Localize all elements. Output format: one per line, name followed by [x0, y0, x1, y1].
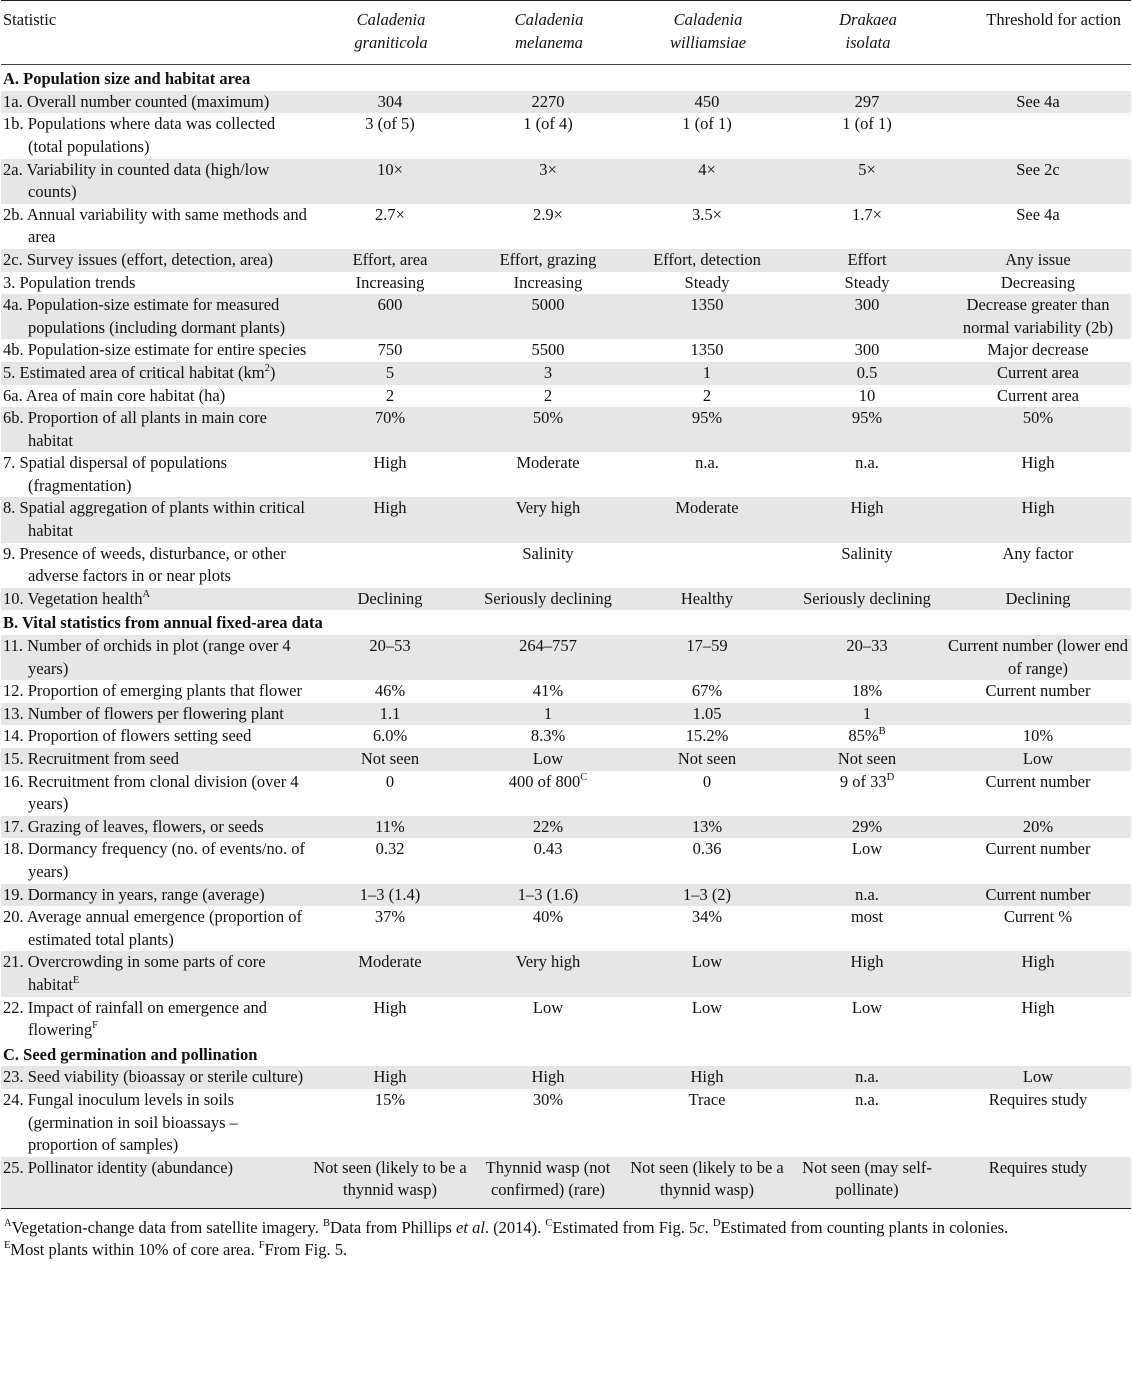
value-cell: 10×	[309, 159, 471, 204]
value-cell: Steady	[844, 272, 890, 292]
table-row	[1, 997, 1131, 1042]
value-cell: Not seen	[789, 748, 945, 771]
table-row	[1, 1157, 1131, 1209]
value-cell: Effort, area	[309, 249, 471, 272]
value-cell: 30%	[532, 1089, 564, 1109]
header-threshold: Threshold for action	[945, 1, 1131, 65]
value-cell	[309, 543, 471, 588]
table-row	[1, 362, 1131, 385]
section-heading	[1, 65, 1131, 91]
statistic-cell: 18. Dormancy frequency (no. of events/no. of years)	[3, 839, 305, 881]
statistic-cell: 8. Spatial aggregation of plants within critical habitat	[1, 497, 309, 542]
value-cell: Effort	[789, 249, 945, 272]
value-cell: Healthy	[625, 588, 789, 611]
value-cell: 95%	[625, 407, 789, 452]
value-cell: Not seen (likely to be a thynnid wasp)	[625, 1157, 789, 1209]
table-row	[1, 725, 1131, 748]
value-cell: 13%	[625, 816, 789, 839]
value-cell: 9 of $33^D$	[839, 771, 895, 791]
statistic-cell: 1a. Overall number counted (maximum)	[1, 91, 309, 114]
value-cell: 8.3%	[530, 726, 566, 746]
value-cell: 2270	[471, 91, 625, 114]
statistic-cell: 16. Recruitment from clonal division (over 4 years)	[3, 771, 299, 814]
statistic-cell: 13. Number of flowers per flowering plant	[1, 703, 309, 726]
value-cell: 4×	[625, 159, 789, 204]
value-cell: Effort, detection	[625, 249, 789, 272]
value-cell: Low	[851, 839, 883, 859]
threshold-cell: Current area	[945, 362, 1131, 385]
value-cell: Very high	[471, 951, 625, 996]
table-row	[1, 680, 1131, 703]
value-cell: 0.5	[789, 362, 945, 385]
value-cell	[625, 543, 789, 588]
statistic-cell: 9. Presence of weeds, disturbance, or other adverse factors in or near plots	[3, 543, 286, 586]
value-cell: 1 (of 1)	[842, 114, 892, 134]
table-row	[1, 588, 1131, 611]
value-cell: Steady	[684, 272, 730, 292]
value-cell: Seriously declining	[471, 588, 625, 611]
threshold-cell: See 2c	[945, 159, 1131, 204]
threshold-cell: Current number	[985, 839, 1091, 859]
threshold-cell: 20%	[945, 816, 1131, 839]
value-cell: High	[373, 997, 407, 1017]
table-row	[1, 159, 1131, 204]
statistic-cell: 20. Average annual emergence (proportion of estimated total plants)	[3, 907, 303, 949]
table-row	[1, 816, 1131, 839]
threshold-cell: High	[1021, 453, 1055, 473]
threshold-cell: See 4a	[945, 91, 1131, 114]
section-title: B. Vital statistics from annual fixed-area data	[3, 613, 323, 633]
value-cell: 300	[789, 294, 945, 339]
table-row	[1, 884, 1131, 907]
value-cell: 3.5×	[692, 204, 722, 224]
value-cell: Moderate	[625, 497, 789, 542]
section-title: C. Seed germination and pollination	[3, 1044, 258, 1064]
value-cell: 600	[309, 294, 471, 339]
statistic-cell: 22. Impact of rainfall on emergence and flowering$^F$	[3, 997, 268, 1040]
value-cell: 2	[702, 385, 712, 405]
value-cell: 1.1	[309, 703, 471, 726]
header-species-4: Drakaea isolata	[789, 1, 945, 65]
threshold-cell: Any factor	[1002, 543, 1074, 563]
value-cell: 304	[309, 91, 471, 114]
statistic-cell: 23. Seed viability (bioassay or sterile culture)	[1, 1066, 309, 1089]
statistic-cell: 6b. Proportion of all plants in main core habitat	[1, 407, 309, 452]
table-row	[1, 249, 1131, 272]
statistic-cell: 4b. Population-size estimate for entire species	[3, 340, 307, 360]
value-cell: 95%	[789, 407, 945, 452]
value-cell: Low	[532, 997, 564, 1017]
value-cell: 50%	[471, 407, 625, 452]
table-row	[1, 407, 1131, 452]
value-cell: 70%	[309, 407, 471, 452]
value-cell: Thynnid wasp (not confirmed) (rare)	[471, 1157, 625, 1209]
value-cell: 85%$^B$	[848, 726, 886, 746]
header-statistic: Statistic	[1, 1, 309, 65]
value-cell: n.a.	[695, 453, 719, 473]
value-cell: 1–3 (1.6)	[471, 884, 625, 907]
threshold-cell	[945, 703, 1131, 726]
value-cell: 5000	[471, 294, 625, 339]
value-cell: n.a.	[789, 1066, 945, 1089]
value-cell: 1	[789, 703, 945, 726]
value-cell: Low	[851, 997, 883, 1017]
value-cell: most	[850, 907, 884, 927]
value-cell: Increasing	[513, 272, 583, 292]
value-cell: 5500	[531, 340, 565, 360]
value-cell: Not seen	[309, 748, 471, 771]
value-cell: 22%	[471, 816, 625, 839]
statistic-cell: 25. Pollinator identity (abundance)	[1, 1157, 309, 1209]
value-cell: 10	[858, 385, 876, 405]
value-cell: 41%	[532, 681, 564, 701]
value-cell: 1	[625, 362, 789, 385]
threshold-cell: Declining	[945, 588, 1131, 611]
value-cell: 0.36	[692, 839, 722, 859]
value-cell: 0	[702, 771, 712, 791]
value-cell: n.a.	[855, 1089, 879, 1109]
value-cell: High	[471, 1066, 625, 1089]
section-heading	[1, 1042, 1131, 1067]
value-cell: 1350	[690, 340, 724, 360]
table-row	[1, 635, 1131, 680]
statistic-cell: 19. Dormancy in years, range (average)	[1, 884, 309, 907]
value-cell: 20–33	[789, 635, 945, 680]
table-row	[1, 204, 1131, 249]
statistic-cell: 5. Estimated area of critical habitat $(km^2)$	[1, 362, 309, 385]
section-heading	[1, 610, 1131, 635]
value-cell: 15%	[374, 1089, 406, 1109]
value-cell: 3	[471, 362, 625, 385]
header-species-1: Caladenia graniticola	[309, 1, 471, 65]
value-cell: 400 of $800^C$	[508, 771, 588, 791]
value-cell: 34%	[691, 907, 723, 927]
value-cell: 5	[309, 362, 471, 385]
statistic-cell: 1b. Populations where data was collected (total populations)	[3, 114, 276, 156]
section-title: A. Population size and habitat area	[3, 69, 251, 89]
value-cell: 20–53	[309, 635, 471, 680]
statistic-cell: 11. Number of orchids in plot (range over 4 years)	[1, 635, 309, 680]
threshold-cell: Current number	[985, 771, 1091, 791]
value-cell: 297	[789, 91, 945, 114]
value-cell: High	[625, 1066, 789, 1089]
table-row	[1, 452, 1131, 497]
value-cell: 2	[385, 385, 395, 405]
value-cell: n.a.	[855, 453, 879, 473]
table-row	[1, 771, 1131, 816]
value-cell: 3×	[471, 159, 625, 204]
value-cell: Not seen (may self-pollinate)	[789, 1157, 945, 1209]
statistic-cell: 15. Recruitment from seed	[1, 748, 309, 771]
value-cell: 450	[625, 91, 789, 114]
value-cell: n.a.	[789, 884, 945, 907]
value-cell: 0.43	[533, 839, 563, 859]
threshold-cell: Current number	[945, 884, 1131, 907]
value-cell: Low	[625, 951, 789, 996]
statistic-cell: 17. Grazing of leaves, flowers, or seeds	[1, 816, 309, 839]
threshold-cell: Decreasing	[1000, 272, 1076, 292]
value-cell: 0.32	[375, 839, 405, 859]
value-cell: Moderate	[309, 951, 471, 996]
threshold-cell: Current area	[997, 385, 1079, 405]
statistic-cell: 2c. Survey issues (effort, detection, area)	[1, 249, 309, 272]
header-species-3: Caladenia williamsiae	[625, 1, 789, 65]
threshold-cell: Current number (lower end of range)	[945, 635, 1131, 680]
threshold-cell: Major decrease	[987, 340, 1089, 360]
value-cell: Increasing	[355, 272, 425, 292]
threshold-cell: High	[945, 497, 1131, 542]
value-cell: 15.2%	[685, 726, 729, 746]
value-cell: High	[789, 951, 945, 996]
threshold-cell: High	[1021, 997, 1055, 1017]
value-cell: Very high	[471, 497, 625, 542]
value-cell: 1	[471, 703, 625, 726]
statistic-cell: 2a. Variability in counted data (high/low counts)	[1, 159, 309, 204]
value-cell: 750	[377, 340, 403, 360]
value-cell: Low	[691, 997, 723, 1017]
value-cell: 1350	[625, 294, 789, 339]
value-cell: 6.0%	[372, 726, 408, 746]
table-footnotes: $^A$Vegetation-change data from satellite imagery. $^B$Data from Phillips et al. (2014). $^C$Estimated from Fig. 5c. $^D$Estimated from counting plants in colonies. $^E$Most plants within 10% of core area. $^F$From Fig. 5.	[4, 1217, 1009, 1260]
statistic-cell: 6a. Area of main core habitat (ha)	[3, 385, 226, 405]
value-cell: 18%	[851, 681, 883, 701]
table-row	[1, 385, 1131, 408]
value-cell: 67%	[691, 681, 723, 701]
threshold-cell: Requires study	[988, 1089, 1088, 1109]
header-row	[1, 1, 1131, 65]
table-row	[1, 838, 1131, 883]
threshold-cell: Decrease greater than normal variability (2b)	[945, 294, 1131, 339]
threshold-cell: Current number	[985, 681, 1091, 701]
value-cell: 2.7×	[375, 204, 405, 224]
value-cell: 3 (of 5)	[365, 114, 415, 134]
value-cell: Not seen	[625, 748, 789, 771]
value-cell: High	[309, 497, 471, 542]
table-row	[1, 497, 1131, 542]
value-cell: Low	[471, 748, 625, 771]
table-row	[1, 272, 1131, 295]
value-cell: High	[373, 453, 407, 473]
threshold-cell: Low	[945, 1066, 1131, 1089]
threshold-cell: High	[945, 951, 1131, 996]
threshold-cell: Requires study	[945, 1157, 1131, 1209]
value-cell: Moderate	[516, 453, 580, 473]
threshold-cell	[945, 113, 1131, 158]
value-cell: 1.05	[625, 703, 789, 726]
statistic-cell: 14. Proportion of flowers setting seed	[3, 726, 252, 746]
value-cell: Trace	[688, 1089, 726, 1109]
statistic-cell: 10. Vegetation health$^A$	[1, 588, 309, 611]
value-cell: Salinity	[841, 543, 893, 563]
orchid-statistics-table	[1, 0, 1131, 1209]
table-row	[1, 703, 1131, 726]
threshold-cell: See 4a	[1016, 204, 1060, 224]
value-cell: 2.9×	[533, 204, 563, 224]
value-cell: 1 (of 4)	[523, 114, 573, 134]
table-row	[1, 339, 1131, 362]
threshold-cell: Any issue	[945, 249, 1131, 272]
value-cell: 1–3 (2)	[625, 884, 789, 907]
threshold-cell: Current %	[1003, 907, 1073, 927]
table-row	[1, 113, 1131, 158]
value-cell: 1–3 (1.4)	[309, 884, 471, 907]
value-cell: Seriously declining	[789, 588, 945, 611]
statistic-cell: 12. Proportion of emerging plants that flower	[3, 681, 302, 701]
statistic-cell: 24. Fungal inoculum levels in soils (germination in soil bioassays – proportion of samples)	[3, 1089, 238, 1155]
value-cell: Effort, grazing	[471, 249, 625, 272]
value-cell: High	[789, 497, 945, 542]
value-cell: 17–59	[625, 635, 789, 680]
table-row	[1, 91, 1131, 114]
value-cell: High	[309, 1066, 471, 1089]
value-cell: 2	[543, 385, 553, 405]
value-cell: Declining	[309, 588, 471, 611]
table-row	[1, 1089, 1131, 1157]
threshold-cell: Low	[945, 748, 1131, 771]
statistic-cell: 21. Overcrowding in some parts of core habitat$^E$	[1, 951, 309, 996]
value-cell: 11%	[309, 816, 471, 839]
statistic-cell: 2b. Annual variability with same methods and area	[3, 204, 307, 247]
value-cell: 5×	[789, 159, 945, 204]
value-cell: 1.7×	[852, 204, 882, 224]
value-cell: Not seen (likely to be a thynnid wasp)	[309, 1157, 471, 1209]
value-cell: 1 (of 1)	[682, 114, 732, 134]
statistic-cell: 7. Spatial dispersal of populations (fragmentation)	[3, 453, 228, 495]
value-cell: 264–757	[471, 635, 625, 680]
value-cell: 37%	[374, 907, 406, 927]
table-row	[1, 1066, 1131, 1089]
table-row	[1, 748, 1131, 771]
header-species-2: Caladenia melanema	[471, 1, 625, 65]
threshold-cell: 10%	[1022, 726, 1054, 746]
threshold-cell: 50%	[945, 407, 1131, 452]
value-cell: Salinity	[522, 543, 574, 563]
value-cell: 0	[385, 771, 395, 791]
statistic-cell: 3. Population trends	[3, 272, 136, 292]
statistic-cell: 4a. Population-size estimate for measured populations (including dormant plants)	[1, 294, 309, 339]
table-row	[1, 543, 1131, 588]
value-cell: 40%	[532, 907, 564, 927]
table-row	[1, 906, 1131, 951]
value-cell: 46%	[374, 681, 406, 701]
table-row	[1, 951, 1131, 996]
table-row	[1, 294, 1131, 339]
value-cell: 29%	[789, 816, 945, 839]
value-cell: 300	[854, 340, 880, 360]
